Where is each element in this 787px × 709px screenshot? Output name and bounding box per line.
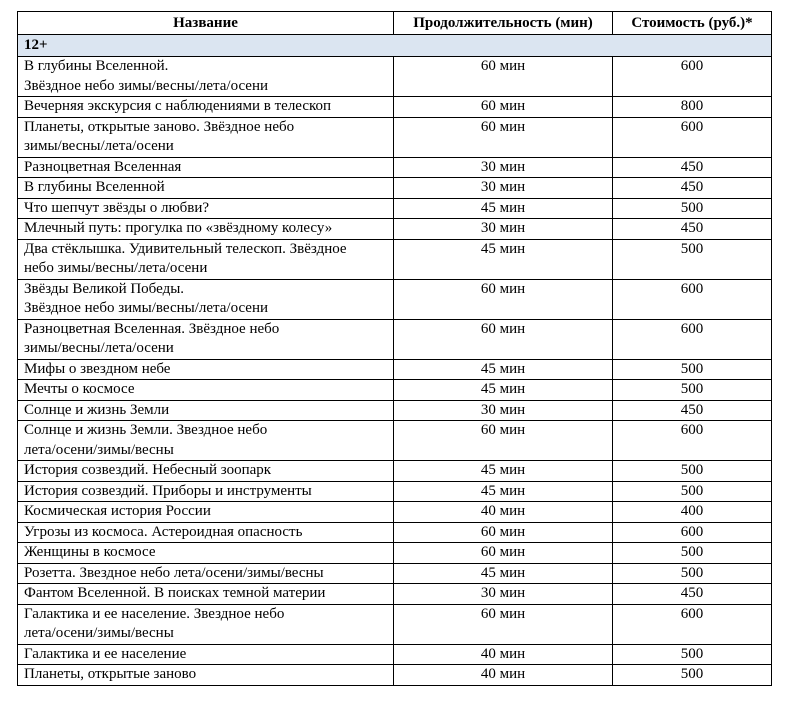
- row-name: [18, 563, 394, 584]
- row-name: [18, 522, 394, 543]
- row-price: 600: [613, 604, 772, 644]
- table-row: [18, 481, 772, 502]
- table-row: [18, 57, 772, 97]
- row-duration: 30 мин: [394, 584, 613, 605]
- row-name: [18, 644, 394, 665]
- table-row: [18, 400, 772, 421]
- row-duration: 40 мин: [394, 502, 613, 523]
- row-duration: 45 мин: [394, 481, 613, 502]
- row-price: 600: [613, 117, 772, 157]
- price-table: [17, 11, 772, 686]
- row-price: 600: [613, 279, 772, 319]
- row-duration: 60 мин: [394, 57, 613, 97]
- row-name-line: Разноцветная Вселенная. Звёздное небо: [24, 320, 280, 337]
- table-body: [18, 35, 772, 686]
- table-row: [18, 502, 772, 523]
- row-duration: 60 мин: [394, 117, 613, 157]
- row-price: 500: [613, 563, 772, 584]
- row-name-line: Звёздное небо зимы/весны/лета/осени: [24, 300, 269, 316]
- row-price: 500: [613, 543, 772, 564]
- row-name: [18, 584, 394, 605]
- table-row: [18, 421, 772, 461]
- row-name: [18, 665, 394, 686]
- table-row: [18, 604, 772, 644]
- row-name-line: Фантом Вселенной. В поисках темной материи: [24, 585, 326, 601]
- row-price: 800: [613, 97, 772, 118]
- row-name: [18, 400, 394, 421]
- row-price: 500: [613, 380, 772, 401]
- row-price: 600: [613, 319, 772, 359]
- row-duration: 30 мин: [394, 400, 613, 421]
- row-name-line: Разноцветная Вселенная: [24, 158, 182, 175]
- row-price: 450: [613, 157, 772, 178]
- row-duration: 60 мин: [394, 604, 613, 644]
- row-name-line: Планеты, открытые заново: [24, 666, 197, 682]
- row-price: 500: [613, 481, 772, 502]
- row-duration: 30 мин: [394, 157, 613, 178]
- row-name: [18, 279, 394, 319]
- row-duration: 45 мин: [394, 461, 613, 482]
- table-row: [18, 178, 772, 199]
- row-name: [18, 543, 394, 564]
- row-name-line: лета/осени/зимы/весны: [24, 441, 174, 458]
- row-name-line: История созвездий. Небесный зоопарк: [24, 462, 272, 478]
- row-name-line: Угрозы из космоса. Астероидная опасность: [24, 523, 303, 540]
- row-name-line: В глубины Вселенной.: [24, 58, 169, 74]
- row-name: [18, 239, 394, 279]
- table-row: [18, 522, 772, 543]
- row-name: [18, 57, 394, 97]
- table-row: [18, 380, 772, 401]
- row-name-line: Космическая история России: [24, 503, 211, 519]
- row-name-line: Звёзды Великой Победы.: [24, 280, 185, 297]
- row-price: 500: [613, 239, 772, 279]
- row-name-line: Солнце и жизнь Земли. Звездное небо: [24, 422, 268, 438]
- row-duration: 60 мин: [394, 421, 613, 461]
- row-price: 450: [613, 400, 772, 421]
- row-price: 500: [613, 665, 772, 686]
- row-duration: 45 мин: [394, 359, 613, 380]
- row-duration: 40 мин: [394, 644, 613, 665]
- table-row: [18, 584, 772, 605]
- row-price: 600: [613, 421, 772, 461]
- row-name-line: Мечты о космосе: [24, 381, 135, 397]
- table-row: [18, 279, 772, 319]
- row-name: [18, 117, 394, 157]
- table-row: [18, 157, 772, 178]
- row-duration: 40 мин: [394, 665, 613, 686]
- row-price: 400: [613, 502, 772, 523]
- table-row: [18, 665, 772, 686]
- table-header-row: [18, 12, 772, 35]
- row-price: 600: [613, 522, 772, 543]
- row-name: [18, 481, 394, 502]
- row-duration: 45 мин: [394, 380, 613, 401]
- row-duration: 60 мин: [394, 279, 613, 319]
- row-duration: 30 мин: [394, 178, 613, 199]
- row-name: [18, 502, 394, 523]
- section-label: 12+: [18, 35, 772, 57]
- row-name-line: Звёздное небо зимы/весны/лета/осени: [24, 77, 269, 94]
- row-duration: 30 мин: [394, 219, 613, 240]
- row-name-line: Женщины в космосе: [24, 544, 156, 560]
- header-name: Название: [18, 12, 394, 35]
- section-row: [18, 35, 772, 57]
- table-row: [18, 97, 772, 118]
- row-name-line: Розетта. Звездное небо лета/осени/зимы/весны: [24, 564, 324, 581]
- table-row: [18, 543, 772, 564]
- row-duration: 60 мин: [394, 97, 613, 118]
- table-row: [18, 319, 772, 359]
- row-duration: 45 мин: [394, 198, 613, 219]
- row-name: [18, 359, 394, 380]
- row-duration: 60 мин: [394, 522, 613, 543]
- row-name-line: Солнце и жизнь Земли: [24, 401, 170, 418]
- row-name: [18, 198, 394, 219]
- row-name-line: Млечный путь: прогулка по «звёздному колесу»: [24, 220, 333, 236]
- row-price: 600: [613, 57, 772, 97]
- row-duration: 60 мин: [394, 319, 613, 359]
- row-name-line: Вечерняя экскурсия с наблюдениями в телескоп: [24, 98, 332, 114]
- row-name-line: История созвездий. Приборы и инструменты: [24, 482, 312, 499]
- row-name: [18, 157, 394, 178]
- table-row: [18, 644, 772, 665]
- row-name-line: Планеты, открытые заново. Звёздное небо: [24, 118, 295, 135]
- row-price: 500: [613, 644, 772, 665]
- row-price: 450: [613, 219, 772, 240]
- table-row: [18, 219, 772, 240]
- row-name: [18, 97, 394, 118]
- row-name-line: В глубины Вселенной: [24, 179, 165, 195]
- row-name-line: небо зимы/весны/лета/осени: [24, 260, 208, 276]
- table-row: [18, 198, 772, 219]
- row-name: [18, 604, 394, 644]
- row-price: 450: [613, 178, 772, 199]
- header-price: Стоимость (руб.)*: [613, 12, 772, 35]
- row-price: 450: [613, 584, 772, 605]
- row-name-line: Галактика и ее население: [24, 645, 187, 662]
- row-name: [18, 461, 394, 482]
- row-name-line: Что шепчут звёзды о любви?: [24, 199, 210, 216]
- row-name-line: Два стёклышка. Удивительный телескоп. Звёздное: [24, 240, 347, 257]
- row-name-line: Мифы о звездном небе: [24, 360, 171, 377]
- row-price: 500: [613, 198, 772, 219]
- row-duration: 45 мин: [394, 563, 613, 584]
- row-price: 500: [613, 359, 772, 380]
- row-duration: 60 мин: [394, 543, 613, 564]
- table-row: [18, 563, 772, 584]
- row-name: [18, 421, 394, 461]
- table-row: [18, 461, 772, 482]
- row-name: [18, 178, 394, 199]
- row-name-line: Галактика и ее население. Звездное небо: [24, 605, 285, 622]
- row-name-line: лета/осени/зимы/весны: [24, 625, 174, 641]
- row-name-line: зимы/весны/лета/осени: [24, 340, 174, 356]
- table-row: [18, 239, 772, 279]
- row-name-line: зимы/весны/лета/осени: [24, 138, 174, 154]
- header-duration: Продолжительность (мин): [394, 12, 613, 35]
- row-price: 500: [613, 461, 772, 482]
- table-row: [18, 359, 772, 380]
- row-name: [18, 380, 394, 401]
- row-name: [18, 319, 394, 359]
- row-duration: 45 мин: [394, 239, 613, 279]
- row-name: [18, 219, 394, 240]
- table-row: [18, 117, 772, 157]
